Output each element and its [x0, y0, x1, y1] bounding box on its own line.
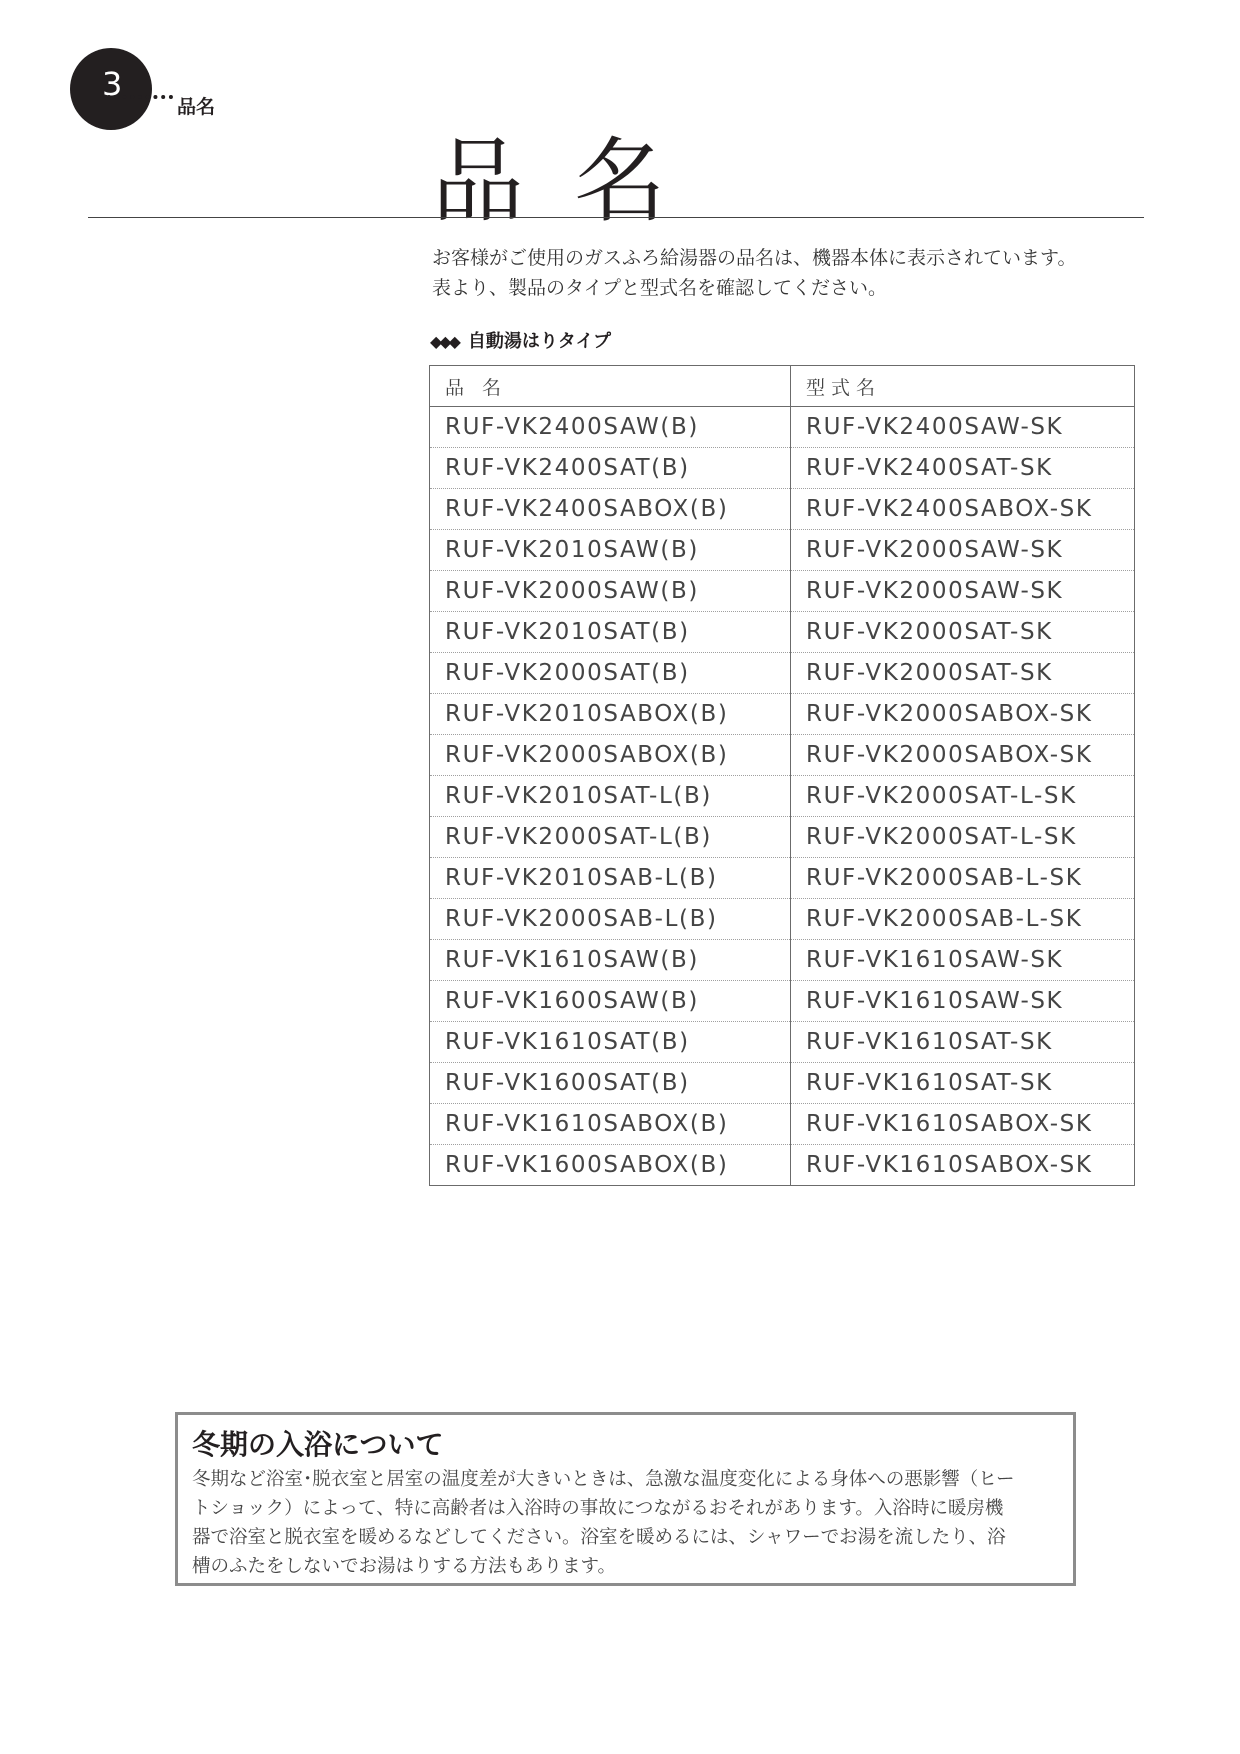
- model-name-cell: RUF-VK2000SAT-L-SK: [791, 817, 1135, 858]
- product-name-cell: RUF-VK1600SAW(B): [430, 981, 791, 1022]
- table-row: [430, 981, 1135, 1022]
- table-row: [430, 694, 1135, 735]
- model-name-cell: RUF-VK2000SAB-L-SK: [791, 899, 1135, 940]
- notice-line: 冬期など浴室･脱衣室と居室の温度差が大きいときは、急激な温度変化による身体への悪影響（ヒー: [192, 1469, 1015, 1490]
- product-name-cell: RUF-VK2010SAT(B): [430, 612, 791, 653]
- product-name-cell: RUF-VK2010SABOX(B): [430, 694, 791, 735]
- table-row: [430, 899, 1135, 940]
- table-header-row: [430, 366, 1135, 407]
- section-label: 品名: [177, 96, 216, 118]
- product-name-cell: RUF-VK2000SAB-L(B): [430, 899, 791, 940]
- intro-line-1: お客様がご使用のガスふろ給湯器の品名は、機器本体に表示されています。: [432, 247, 1077, 269]
- column-header-model-name: 型式名: [791, 366, 1135, 407]
- model-name-cell: RUF-VK1610SAW-SK: [791, 981, 1135, 1022]
- diamond-bullet-icon: ◆◆◆: [430, 332, 458, 351]
- leader-dots: [107, 95, 173, 99]
- table-row: [430, 1022, 1135, 1063]
- product-name-cell: RUF-VK1600SABOX(B): [430, 1145, 791, 1186]
- table-body: [430, 407, 1135, 1186]
- notice-box: [175, 1412, 1076, 1586]
- product-name-cell: RUF-VK2400SAW(B): [430, 407, 791, 448]
- table-row: [430, 407, 1135, 448]
- model-name-cell: RUF-VK2000SAT-L-SK: [791, 776, 1135, 817]
- model-name-cell: RUF-VK2000SABOX-SK: [791, 694, 1135, 735]
- intro-text: [432, 243, 1076, 303]
- title-rule: [88, 217, 1144, 218]
- model-name-cell: RUF-VK1610SABOX-SK: [806, 1152, 1093, 1178]
- column-header-product-name: 品 名: [430, 366, 791, 407]
- page-number: 3: [102, 65, 123, 103]
- table-row: [430, 653, 1135, 694]
- product-name-cell: RUF-VK2010SAB-L(B): [430, 858, 791, 899]
- table-row: [430, 612, 1135, 653]
- model-name-cell: RUF-VK1610SAW-SK: [791, 940, 1135, 981]
- product-name-cell: RUF-VK2400SAT(B): [430, 448, 791, 489]
- notice-line: トショック）によって、特に高齢者は入浴時の事故につながるおそれがあります。入浴時に暖房機: [192, 1498, 1004, 1519]
- model-name-cell: RUF-VK2000SAB-L-SK: [791, 858, 1135, 899]
- product-name-cell: RUF-VK2010SAT-L(B): [430, 776, 791, 817]
- intro-line-2: 表より、製品のタイプと型式名を確認してください。: [432, 277, 888, 299]
- table-row: [430, 1104, 1135, 1145]
- table-heading-label: 自動湯はりタイプ: [467, 331, 612, 352]
- notice-body: [192, 1465, 1059, 1581]
- model-name-cell: RUF-VK2000SABOX-SK: [791, 735, 1135, 776]
- product-name-cell: RUF-VK2000SAT(B): [430, 653, 791, 694]
- product-name-cell: RUF-VK2000SABOX(B): [430, 735, 791, 776]
- table-row: [430, 858, 1135, 899]
- notice-line: 器で浴室と脱衣室を暖めるなどしてください。浴室を暖めるには、シャワーでお湯を流したり、浴: [192, 1527, 1006, 1548]
- model-name-cell: RUF-VK2400SAW-SK: [791, 407, 1135, 448]
- page-title: 品名: [432, 128, 717, 235]
- product-name-cell: RUF-VK2000SAW(B): [430, 571, 791, 612]
- product-name-cell: RUF-VK2010SAW(B): [430, 530, 791, 571]
- model-name-cell: RUF-VK2400SABOX-SK: [791, 489, 1135, 530]
- model-name-cell: RUF-VK1610SAT-SK: [791, 1063, 1135, 1104]
- model-name-cell: RUF-VK2000SAT-SK: [791, 653, 1135, 694]
- table-row: [430, 735, 1135, 776]
- product-name-cell: RUF-VK1610SABOX(B): [430, 1104, 791, 1145]
- table-heading: [430, 330, 611, 354]
- model-name-cell: RUF-VK1610SAT-SK: [791, 1022, 1135, 1063]
- product-name-cell: RUF-VK1610SAT(B): [430, 1022, 791, 1063]
- model-name-cell: RUF-VK2000SAW-SK: [791, 571, 1135, 612]
- model-name-cell: RUF-VK2000SAT-SK: [791, 612, 1135, 653]
- table-row: [430, 448, 1135, 489]
- table-row: [430, 940, 1135, 981]
- table-row: [430, 817, 1135, 858]
- table-row: [430, 1063, 1135, 1104]
- notice-title: 冬期の入浴について: [192, 1428, 444, 1461]
- model-name-cell: RUF-VK2400SAT-SK: [791, 448, 1135, 489]
- table-row: [430, 530, 1135, 571]
- product-name-cell: RUF-VK2000SAT-L(B): [430, 817, 791, 858]
- notice-line: 槽のふたをしないでお湯はりする方法もあります。: [192, 1556, 617, 1577]
- table-row: [430, 1145, 1135, 1186]
- model-name-cell: RUF-VK1610SABOX-SK: [791, 1104, 1135, 1145]
- table-row: [430, 776, 1135, 817]
- table-row: [430, 571, 1135, 612]
- model-name-cell: RUF-VK2000SAW-SK: [791, 530, 1135, 571]
- model-table: [429, 365, 1135, 1186]
- product-name-cell: RUF-VK1610SAW(B): [430, 940, 791, 981]
- table-row: [430, 489, 1135, 530]
- product-name-cell: RUF-VK1600SAT(B): [430, 1063, 791, 1104]
- product-name-cell: RUF-VK2400SABOX(B): [430, 489, 791, 530]
